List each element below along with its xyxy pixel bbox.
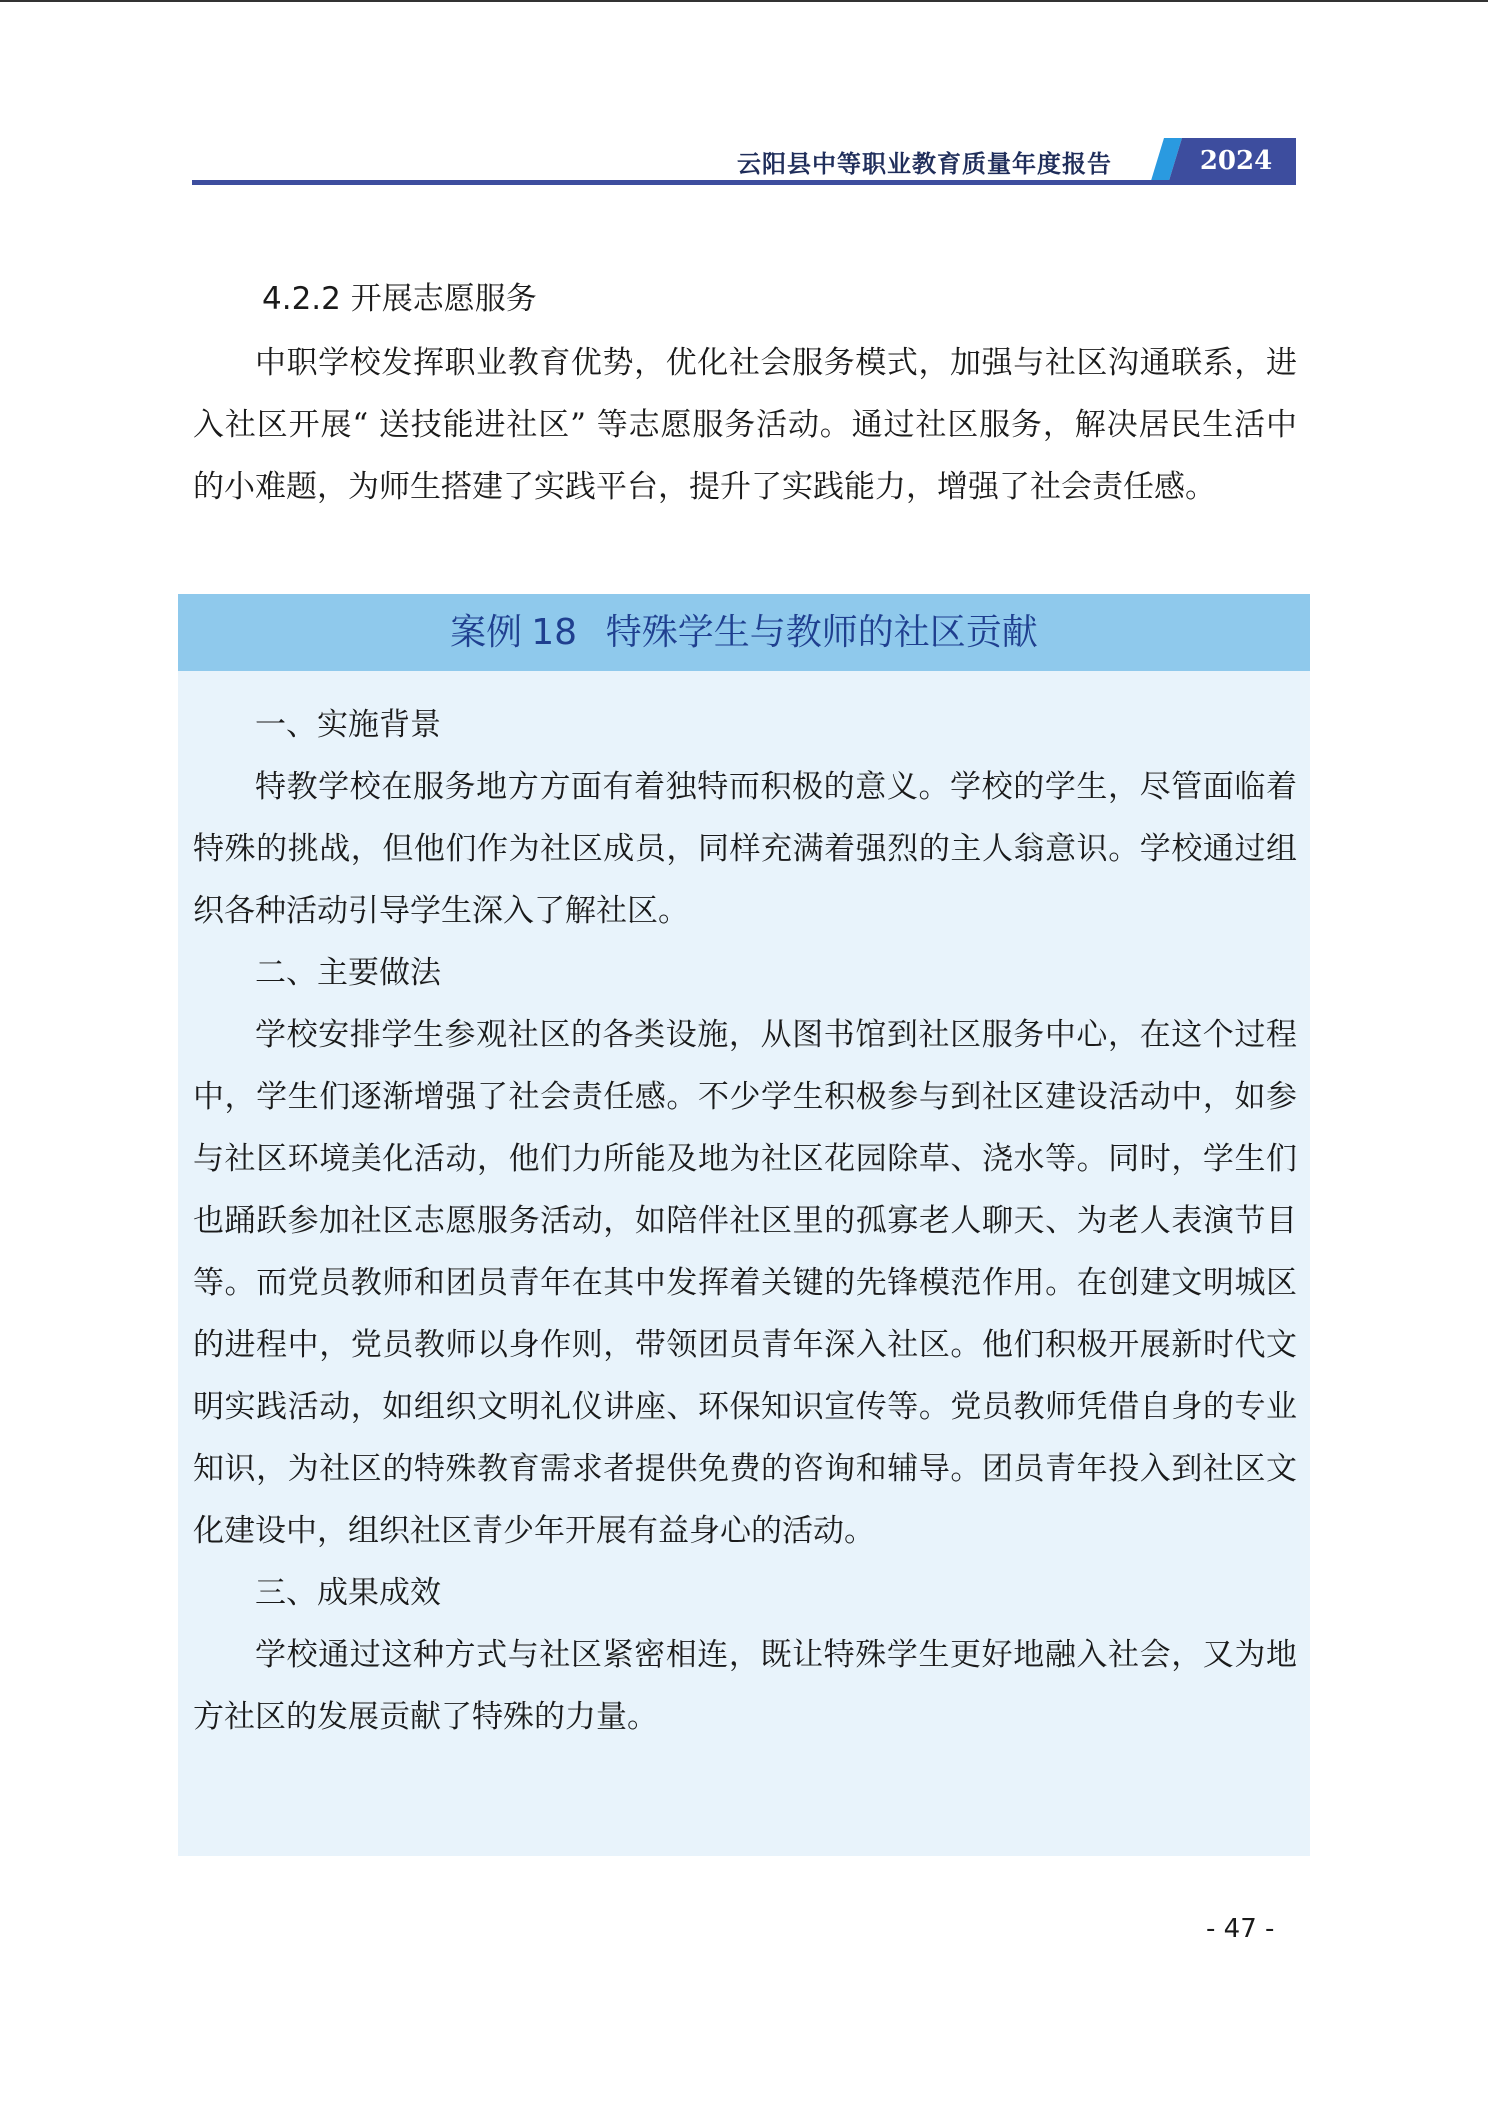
section-heading: 4.2.2 开展志愿服务 (262, 281, 537, 317)
case-box (178, 594, 1310, 1856)
section-paragraph: 中职学校发挥职业教育优势，优化社会服务模式，加强与社区沟通联系，进入社区开展“ 送技能进社区” 等志愿服务活动。通过社区服务，解决居民生活中的小难题，为师生搭建了实践平台，提升了实践能力，增强了社会责任感。 (193, 345, 1297, 505)
page-number: - 47 - (1206, 1914, 1275, 1944)
case-label: 案例 (450, 612, 523, 653)
report-year: 2024 (1199, 146, 1273, 176)
background-text: 特教学校在服务地方方面有着独特而积极的意义。学校的学生，尽管面临着特殊的挑战，但他们作为社区成员，同样充满着强烈的主人翁意识。学校通过组织各种活动引导学生深入了解社区。 (193, 769, 1297, 929)
case-body (193, 694, 1297, 1748)
methods-text: 学校安排学生参观社区的各类设施，从图书馆到社区服务中心，在这个过程中，学生们逐渐增强了社会责任感。不少学生积极参与到社区建设活动中，如参与社区环境美化活动，他们力所能及地为社区花园除草、浇水等。同时，学生们也踊跃参加社区志愿服务活动，如陪伴社区里的孤寡老人聊天、为老人表演节目等。而党员教师和团员青年在其中发挥着关键的先锋模范作用。在创建文明城区的进程中，党员教师以身作则，带领团员青年深入社区。他们积极开展新时代文明实践活动，如组织文明礼仪讲座、环保知识宣传等。党员教师凭借自身的专业知识，为社区的特殊教育需求者提供免费的咨询和辅导。团员青年投入到社区文化建设中，组织社区青少年开展有益身心的活动。 (193, 1017, 1297, 1549)
results-heading: 三、成果成效 (255, 1575, 441, 1611)
results-text: 学校通过这种方式与社区紧密相连，既让特殊学生更好地融入社会，又为地方社区的发展贡献了特殊的力量。 (193, 1637, 1297, 1735)
section-intro (193, 332, 1297, 518)
page-top-border (0, 0, 1488, 2)
year-badge (1146, 138, 1296, 184)
methods-heading: 二、主要做法 (255, 955, 441, 991)
background-heading: 一、实施背景 (255, 707, 441, 743)
page-header (192, 138, 1296, 186)
case-title: 特殊学生与教师的社区贡献 (605, 612, 1038, 653)
header-rule (192, 180, 1296, 185)
case-number: 18 (531, 612, 577, 653)
report-title: 云阳县中等职业教育质量年度报告 (737, 149, 1112, 178)
case-title-bar (178, 594, 1310, 671)
